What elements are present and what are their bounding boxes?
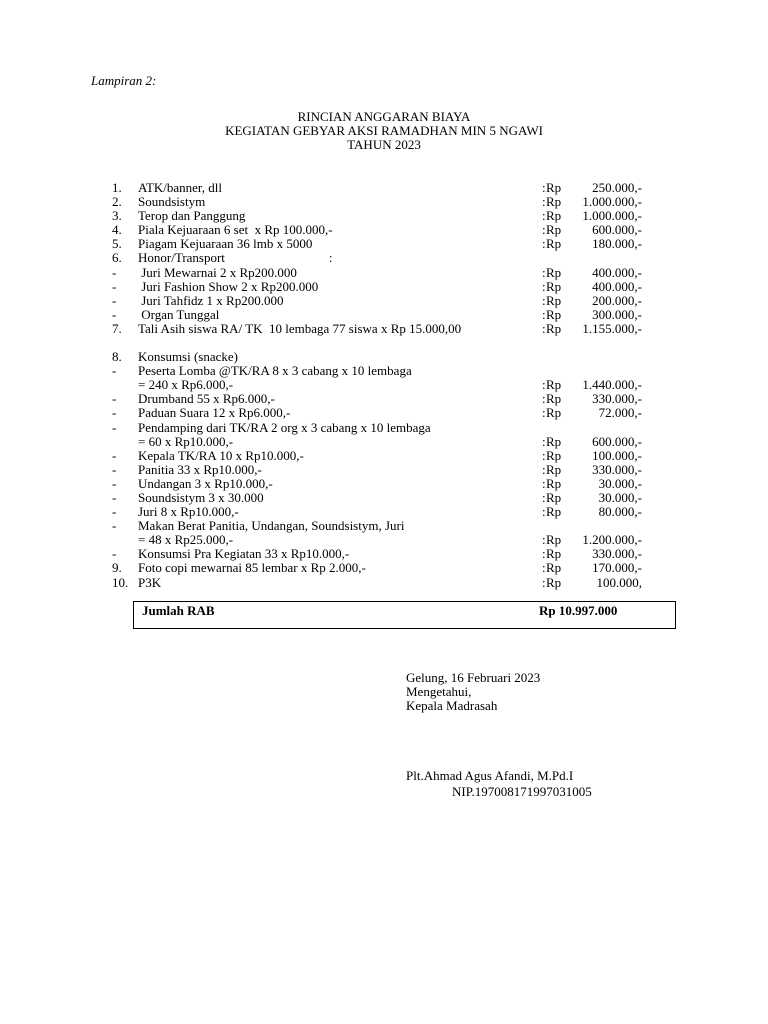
signature-role: Kepala Madrasah bbox=[406, 698, 498, 713]
signature-acknowledged: Mengetahui, bbox=[406, 684, 472, 699]
item-marker: - bbox=[112, 475, 117, 491]
budget-item-row bbox=[0, 280, 768, 294]
item-description: Foto copi mewarnai 85 lembar x Rp 2.000,- bbox=[138, 560, 366, 576]
item-description: Juri Mewarnai 2 x Rp200.000 bbox=[138, 264, 297, 280]
item-description: Soundsistym 3 x 30.000 bbox=[138, 489, 264, 505]
item-description: Organ Tunggal bbox=[138, 306, 220, 322]
item-marker: - bbox=[112, 546, 117, 562]
item-description: Soundsistym bbox=[138, 194, 206, 210]
budget-item-row bbox=[0, 308, 768, 322]
item-marker: - bbox=[112, 405, 117, 421]
budget-item-row bbox=[0, 237, 768, 251]
item-currency: Rp bbox=[546, 320, 562, 336]
item-amount: 1.000.000,- bbox=[582, 208, 642, 224]
document-title: RINCIAN ANGGARAN BIAYA bbox=[297, 109, 471, 124]
item-description: Drumband 55 x Rp6.000,- bbox=[138, 391, 275, 407]
item-colon: : bbox=[542, 194, 546, 210]
item-colon: : bbox=[542, 461, 546, 477]
item-marker: - bbox=[112, 278, 117, 294]
item-description: Tali Asih siswa RA/ TK 10 lembaga 77 siswa x Rp 15.000,00 bbox=[138, 320, 462, 336]
budget-item-row bbox=[0, 576, 768, 590]
item-amount: 72.000,- bbox=[598, 405, 642, 421]
item-colon: : bbox=[542, 320, 546, 336]
budget-item-row bbox=[0, 505, 768, 519]
item-colon: : bbox=[542, 504, 546, 520]
item-description: Honor/Transport : bbox=[138, 250, 333, 266]
item-description: Piala Kejuaraan 6 set x Rp 100.000,- bbox=[138, 222, 333, 238]
item-marker: - bbox=[112, 391, 117, 407]
item-currency: Rp bbox=[546, 292, 562, 308]
item-amount: 170.000,- bbox=[592, 560, 642, 576]
item-amount: 600.000,- bbox=[592, 222, 642, 238]
item-description: Paduan Suara 12 x Rp6.000,- bbox=[138, 405, 291, 421]
item-colon: : bbox=[542, 475, 546, 491]
item-amount: 30.000,- bbox=[598, 475, 642, 491]
item-marker: 6. bbox=[112, 250, 122, 266]
item-colon: : bbox=[542, 236, 546, 252]
spacer bbox=[0, 336, 768, 350]
budget-item-row bbox=[0, 435, 768, 449]
item-amount: 1.000.000,- bbox=[582, 194, 642, 210]
item-currency: Rp bbox=[546, 447, 562, 463]
budget-item-row bbox=[0, 392, 768, 406]
item-marker: - bbox=[112, 518, 117, 534]
item-currency: Rp bbox=[546, 236, 562, 252]
item-colon: : bbox=[542, 264, 546, 280]
total-value: Rp 10.997.000 bbox=[539, 603, 618, 618]
budget-item-row bbox=[0, 491, 768, 505]
item-description: Panitia 33 x Rp10.000,- bbox=[138, 461, 262, 477]
item-marker: 4. bbox=[112, 222, 122, 238]
budget-item-row bbox=[0, 350, 768, 364]
total-box bbox=[133, 601, 676, 629]
item-currency: Rp bbox=[546, 180, 562, 195]
item-colon: : bbox=[542, 546, 546, 562]
budget-item-row bbox=[0, 421, 768, 435]
item-marker: - bbox=[112, 419, 117, 435]
item-amount: 200.000,- bbox=[592, 292, 642, 308]
item-description: = 60 x Rp10.000,- bbox=[138, 433, 234, 449]
item-description: Pendamping dari TK/RA 2 org x 3 cabang x 10 lembaga bbox=[138, 419, 431, 435]
item-description: Piagam Kejuaraan 36 lmb x 5000 bbox=[138, 236, 313, 252]
budget-item-row bbox=[0, 519, 768, 533]
item-description: Undangan 3 x Rp10.000,- bbox=[138, 475, 273, 491]
item-currency: Rp bbox=[546, 377, 562, 393]
budget-items-list bbox=[0, 181, 768, 590]
item-description: Konsumsi (snacke) bbox=[138, 349, 239, 365]
item-currency: Rp bbox=[546, 278, 562, 294]
budget-item-row bbox=[0, 547, 768, 561]
item-marker: 8. bbox=[112, 349, 122, 365]
item-currency: Rp bbox=[546, 194, 562, 210]
signature-nip: NIP.197008171997031005 bbox=[452, 784, 592, 799]
item-colon: : bbox=[542, 560, 546, 576]
item-amount: 330.000,- bbox=[592, 546, 642, 562]
item-marker: 3. bbox=[112, 208, 122, 224]
item-currency: Rp bbox=[546, 264, 562, 280]
item-description: = 240 x Rp6.000,- bbox=[138, 377, 234, 393]
item-colon: : bbox=[542, 447, 546, 463]
item-description: Konsumsi Pra Kegiatan 33 x Rp10.000,- bbox=[138, 546, 350, 562]
budget-item-row bbox=[0, 364, 768, 378]
item-currency: Rp bbox=[546, 560, 562, 576]
item-marker: 1. bbox=[112, 180, 122, 195]
item-currency: Rp bbox=[546, 504, 562, 520]
item-marker: 5. bbox=[112, 236, 122, 252]
budget-item-row bbox=[0, 561, 768, 575]
item-amount: 30.000,- bbox=[598, 489, 642, 505]
item-amount: 1.440.000,- bbox=[582, 377, 642, 393]
item-colon: : bbox=[542, 306, 546, 322]
item-marker: - bbox=[112, 306, 117, 322]
item-colon: : bbox=[542, 391, 546, 407]
budget-item-row bbox=[0, 181, 768, 195]
signature-name: Plt.Ahmad Agus Afandi, M.Pd.I bbox=[406, 768, 574, 783]
item-marker: - bbox=[112, 363, 117, 379]
document-subtitle: KEGIATAN GEBYAR AKSI RAMADHAN MIN 5 NGAWI bbox=[225, 123, 543, 138]
budget-item-row bbox=[0, 294, 768, 308]
item-marker: 9. bbox=[112, 560, 122, 576]
item-amount: 80.000,- bbox=[598, 504, 642, 520]
item-currency: Rp bbox=[546, 208, 562, 224]
item-colon: : bbox=[542, 574, 546, 590]
item-colon: : bbox=[542, 377, 546, 393]
budget-item-row bbox=[0, 209, 768, 223]
item-amount: 400.000,- bbox=[592, 278, 642, 294]
item-amount: 1.155.000,- bbox=[582, 320, 642, 336]
item-marker: - bbox=[112, 264, 117, 280]
attachment-label: Lampiran 2: bbox=[91, 73, 157, 88]
item-amount: 250.000,- bbox=[592, 180, 642, 195]
item-currency: Rp bbox=[546, 546, 562, 562]
budget-item-row bbox=[0, 251, 768, 265]
item-description: Makan Berat Panitia, Undangan, Soundsistym, Juri bbox=[138, 518, 405, 534]
item-colon: : bbox=[542, 278, 546, 294]
item-marker: - bbox=[112, 461, 117, 477]
signature-place-date: Gelung, 16 Februari 2023 bbox=[406, 670, 541, 685]
item-description: Juri Tahfidz 1 x Rp200.000 bbox=[138, 292, 284, 308]
budget-item-row bbox=[0, 195, 768, 209]
item-currency: Rp bbox=[546, 222, 562, 238]
item-amount: 1.200.000,- bbox=[582, 532, 642, 548]
budget-item-row bbox=[0, 378, 768, 392]
document-year: TAHUN 2023 bbox=[347, 137, 421, 152]
item-amount: 300.000,- bbox=[592, 306, 642, 322]
item-marker: 10. bbox=[112, 574, 129, 590]
item-marker: - bbox=[112, 504, 117, 520]
item-currency: Rp bbox=[546, 532, 562, 548]
item-description: Peserta Lomba @TK/RA 8 x 3 cabang x 10 lembaga bbox=[138, 363, 412, 379]
item-amount: 330.000,- bbox=[592, 391, 642, 407]
item-description: Terop dan Panggung bbox=[138, 208, 246, 224]
item-currency: Rp bbox=[546, 405, 562, 421]
item-currency: Rp bbox=[546, 461, 562, 477]
item-marker: 7. bbox=[112, 320, 122, 336]
item-colon: : bbox=[542, 489, 546, 505]
item-currency: Rp bbox=[546, 391, 562, 407]
item-amount: 330.000,- bbox=[592, 461, 642, 477]
item-marker: - bbox=[112, 292, 117, 308]
item-colon: : bbox=[542, 532, 546, 548]
item-colon: : bbox=[542, 292, 546, 308]
total-label: Jumlah RAB bbox=[142, 603, 215, 618]
item-colon: : bbox=[542, 208, 546, 224]
budget-item-row bbox=[0, 533, 768, 547]
item-description: Juri Fashion Show 2 x Rp200.000 bbox=[138, 278, 319, 294]
item-description: ATK/banner, dll bbox=[138, 180, 222, 195]
item-amount: 100.000,- bbox=[592, 447, 642, 463]
item-currency: Rp bbox=[546, 306, 562, 322]
item-description: = 48 x Rp25.000,- bbox=[138, 532, 234, 548]
item-colon: : bbox=[542, 433, 546, 449]
item-currency: Rp bbox=[546, 574, 562, 590]
budget-item-row bbox=[0, 449, 768, 463]
item-currency: Rp bbox=[546, 489, 562, 505]
item-description: Kepala TK/RA 10 x Rp10.000,- bbox=[138, 447, 304, 463]
item-marker: 2. bbox=[112, 194, 122, 210]
item-marker: - bbox=[112, 447, 117, 463]
item-amount: 600.000,- bbox=[592, 433, 642, 449]
item-description: P3K bbox=[138, 574, 162, 590]
budget-item-row bbox=[0, 266, 768, 280]
item-marker: - bbox=[112, 489, 117, 505]
item-colon: : bbox=[542, 405, 546, 421]
item-amount: 100.000, bbox=[596, 574, 642, 590]
budget-item-row bbox=[0, 406, 768, 420]
budget-item-row bbox=[0, 477, 768, 491]
item-currency: Rp bbox=[546, 433, 562, 449]
item-currency: Rp bbox=[546, 475, 562, 491]
budget-item-row bbox=[0, 223, 768, 237]
item-colon: : bbox=[542, 180, 546, 195]
budget-item-row bbox=[0, 463, 768, 477]
item-amount: 180.000,- bbox=[592, 236, 642, 252]
item-amount: 400.000,- bbox=[592, 264, 642, 280]
item-colon: : bbox=[542, 222, 546, 238]
budget-item-row bbox=[0, 322, 768, 336]
item-description: Juri 8 x Rp10.000,- bbox=[138, 504, 239, 520]
